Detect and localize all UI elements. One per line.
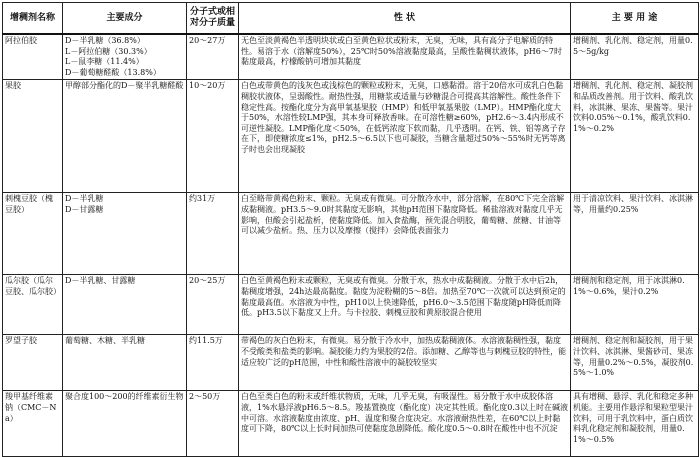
cell-uses: 增稠剂、稳定剂和凝胶剂，用于果汁饮料、冰淇淋、果酱砂司、果冻等，用量0.2%～0.5%，凝胶剂0.5%～1.0%: [571, 335, 699, 391]
cell-properties: 白至略带黄褐色粉末、颗粒。无臭或有微臭。可分散冷水中，部分溶解，在80℃下完全溶解成黏稠液。pH3.5～9.0时其黏度无影响，其他pH范围下黏度降低。稀盐溶液对黏度几乎无影响，但酸会引起盐析，使黏度降低。加入食盐酶，预先混合明胶，葡萄糖、蔗糖、甘油等可以减少盐析。热、压力以及摩擦（搅拌）会降低表面张力: [239, 193, 571, 275]
cell-uses: 增稠剂、乳化剂、稳定剂，用量0.5～5g/kg: [571, 34, 699, 80]
cell-uses: 具有增稠、悬浮、乳化和稳定多种机能。主要用作悬浮和果粒型果汁饮料，可用于乳饮料中，蛋白质饮料乳化稳定剂和凝胶剂，用量0.1%～0.5%: [571, 391, 699, 457]
cell-composition: 甲醇部分酯化的D－聚半乳糖醛酸: [63, 80, 187, 193]
cell-properties: 白色至类白色的粉末或纤维状物质，无味，几乎无臭，有吸湿性。易分散于水中成胶体溶液，1%水悬浮液pH6.5～8.5。羧基置换度（酯化度）决定其性质。酯化度0.3以上时在碱液中可溶。水溶液黏度由浓度、pH、温度和聚合度决定。水溶液耐热性差，在60℃以上时黏度可下降，80℃以上长时间加热可使黏度急剧降低。酸化度0.5～0.8时在酸性中也不沉淀: [239, 391, 571, 457]
cell-composition: 聚合度100～200的纤维素衍生物: [63, 391, 187, 457]
cell-properties: 无色至淡黄褐色半透明块状或白至黄色粒状或粉末，无臭，无味，具有高分子电解质的特性。易溶于水（溶解度50%），25℃时50%溶液黏度最高，呈酸性黏稠状液体，pH6～7时黏度最高，柠檬酸钠可增加其黏度: [239, 34, 571, 80]
cell-name: 果胶: [3, 80, 63, 193]
cell-molecular-weight: 约31万: [187, 193, 239, 275]
header-uses: 主 要 用 途: [571, 3, 699, 35]
header-row: [3, 3, 699, 35]
cell-uses: 增稠剂、乳化剂、稳定剂、凝胶剂和品质改善剂。用于饮料、酸乳饮料，冰淇淋、果冻、果酱等。果汁饮料0.05%～0.1%，酸乳饮料0.1%～0.2%: [571, 80, 699, 193]
cell-name: 阿拉伯胶: [3, 34, 63, 80]
header-molecular-weight: 分子式或相对分子质量: [187, 3, 239, 35]
table-row: [3, 193, 699, 275]
cell-name: 羧甲基纤维素钠（CMC－Na）: [3, 391, 63, 457]
table-row: [3, 335, 699, 391]
cell-molecular-weight: 20～27万: [187, 34, 239, 80]
cell-uses: 用于清凉饮料、果汁饮料、冰淇淋等，用量约0.25%: [571, 193, 699, 275]
table-row: [3, 275, 699, 335]
cell-composition: D－半乳糖、甘露糖: [63, 275, 187, 335]
cell-molecular-weight: 20～25万: [187, 275, 239, 335]
header-composition: 主要成分: [63, 3, 187, 35]
table-row: [3, 80, 699, 193]
cell-composition: D－半乳糖（36.8%） L－阿拉伯糖（30.3%） L－鼠李糖（11.4%） D－葡萄糖醛酸（13.8%）: [63, 34, 187, 80]
cell-molecular-weight: 约11.5万: [187, 335, 239, 391]
cell-name: 瓜尔胶（瓜尔豆胶、瓜尔胶）: [3, 275, 63, 335]
cell-molecular-weight: 2～50万: [187, 391, 239, 457]
cell-properties: 带褐色的灰白色粉末，有微臭。易分散于冷水中，加热成黏稠液体。水溶液黏稠性强，黏度不受酸类和盐类的影响。凝胶能力约为果胶的2倍。添加糖、乙醇等也与刺槐豆胶的特性，能适应较广泛的pH范围，中性和酸性溶液中的凝胶较坚实: [239, 335, 571, 391]
cell-properties: 白色或带黄色的浅灰色或浅棕色的颗粒或粉末，无臭，口感黏滑。溶于20倍水可成乳白色黏稠胶状液体，呈弱酸性。耐热性强，用糖浆或适量与砂糖混合可提高其溶解性。酸性条件下稳定性高。按酯化度分为高甲氧基果胶（HMP）和低甲氧基果胶（LMP）。HMP酯化度大于50%，水溶性较LMP强，其本身可释放香味。在可溶性糖≥60%，pH2.6～3.4内形成不可逆性凝胶。LMP酯化度＜50%，在低钙浓度下软而黏，几乎透明。在钙、铁、铝等离子存在下，即使糖浓度≤1%，pH2.5～6.5以下也可凝胶，当糖含量超过50%～55%时无钙等离子时也会出现凝胶: [239, 80, 571, 193]
header-name: 增稠剂名称: [3, 3, 63, 35]
cell-name: 罗望子胶: [3, 335, 63, 391]
cell-composition: 葡萄糖、木糖、半乳糖: [63, 335, 187, 391]
cell-composition: D－半乳糖 D－甘露糖: [63, 193, 187, 275]
table-row: [3, 391, 699, 457]
table-row: [3, 34, 699, 80]
thickener-table: [2, 2, 699, 457]
cell-name: 刺槐豆胶（槐豆胶）: [3, 193, 63, 275]
cell-properties: 白色至黄褐色粉末或颗粒，无臭或有微臭。分散于水，热水中成黏稠液。分散于水中后2h，黏稠度增强，24h达最高黏度。黏度为淀粉糊的5～8倍。加热至70℃一次就可以达到预定的黏度最高值。水溶液为中性，pH10以上快速降低，pH6.0～3.5范围下黏度随pH降低而降低。pH3.5以下黏度又上升。与卡拉胶、刺槐豆胶和黄原胶混合使用: [239, 275, 571, 335]
header-properties: 性 状: [239, 3, 571, 35]
cell-uses: 增稠剂和稳定剂，用于冰淇淋0.1%～0.6%，果汁0.2%: [571, 275, 699, 335]
table-header: [3, 3, 699, 35]
table-body: [3, 34, 699, 457]
cell-molecular-weight: 10～20万: [187, 80, 239, 193]
